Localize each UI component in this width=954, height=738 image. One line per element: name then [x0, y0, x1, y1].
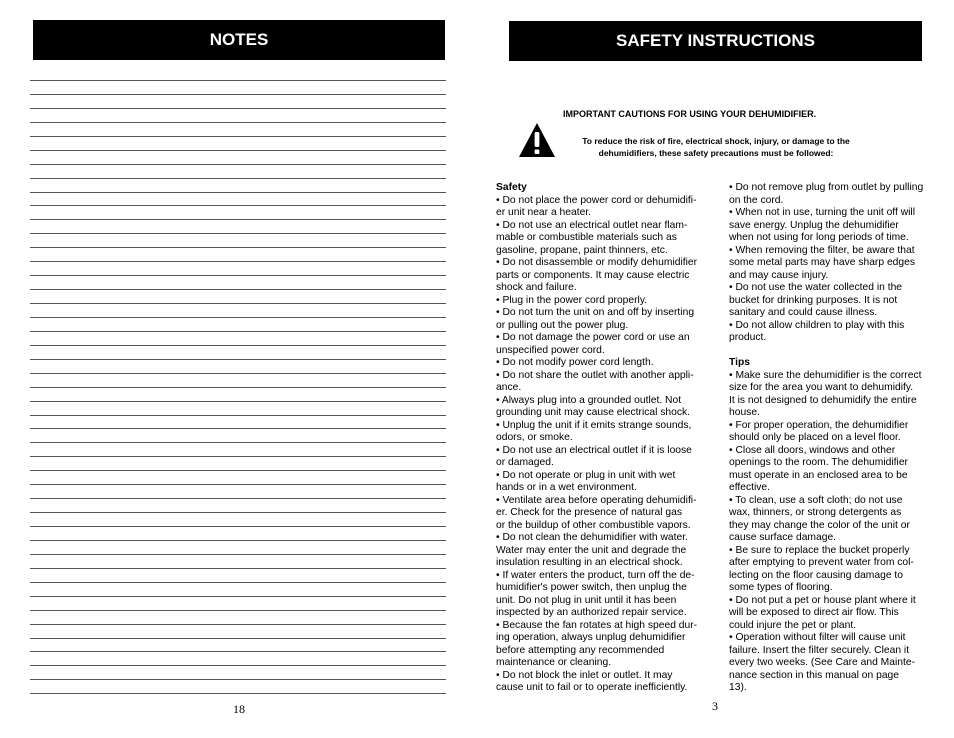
text-line: maintenance or cleaning. [496, 657, 612, 668]
note-line [30, 665, 446, 666]
text-line: shock and failure. [496, 282, 577, 293]
text-line: ing operation, always unplug dehumidifier [496, 632, 686, 643]
text-line: odors, or smoke. [496, 432, 573, 443]
text-line: effective. [729, 482, 771, 493]
text-line: they may change the color of the unit or [729, 519, 910, 531]
right-page-number: 3 [712, 699, 718, 713]
note-line [30, 192, 446, 193]
caution-text-line: dehumidifiers, these safety precautions must be followed: [598, 148, 834, 158]
text-line: when not using for long periods of time. [729, 232, 909, 243]
text-line: openings to the room. The dehumidifier [729, 457, 908, 468]
note-line [30, 261, 446, 262]
text-line: • Do not turn the unit on and off by inserting [496, 307, 695, 318]
text-line: • Ventilate area before operating dehumidifi- [496, 494, 697, 506]
note-line [30, 373, 446, 374]
text-line: • Do not allow children to play with this [729, 319, 905, 331]
text-line: It is not designed to dehumidify the entire [729, 394, 917, 406]
safety-title: SAFETY INSTRUCTIONS [616, 31, 815, 50]
text-line: and may cause injury. [729, 269, 829, 281]
caution-heading: IMPORTANT CAUTIONS FOR USING YOUR DEHUMIDIFIER. [563, 109, 817, 119]
tips-heading: Tips [729, 357, 750, 368]
text-line: 13). [729, 682, 747, 693]
text-line: Water may enter the unit and degrade the [496, 544, 687, 556]
note-line [30, 150, 446, 151]
text-line: sanitary and could cause illness. [729, 307, 878, 318]
note-line [30, 345, 446, 346]
safety-more-list [729, 182, 939, 345]
note-line [30, 275, 446, 276]
text-line: • Do not damage the power cord or use an [496, 332, 690, 343]
text-line: • Do not remove plug from outlet by pulling [729, 182, 924, 193]
text-line: • Be sure to replace the bucket properly [729, 544, 910, 556]
text-line: should only be placed on a level floor. [729, 432, 901, 443]
note-line [30, 80, 446, 81]
note-line [30, 289, 446, 290]
text-line: inspected by an authorized repair service. [496, 607, 687, 618]
note-line [30, 317, 446, 318]
text-line: • If water enters the product, turn off the de- [496, 569, 695, 581]
text-line: • Unplug the unit if it emits strange sounds, [496, 419, 692, 431]
note-line [30, 303, 446, 304]
note-line [30, 136, 446, 137]
text-line: gasoline, propane, paint thinners, etc. [496, 244, 668, 256]
tips-list [729, 370, 939, 695]
note-line [30, 359, 446, 360]
text-line: • Do not disassemble or modify dehumidifier [496, 257, 698, 268]
text-line: save energy. Unplug the dehumidifier [729, 219, 899, 231]
note-line [30, 219, 446, 220]
text-line: • Do not put a pet or house plant where it [729, 594, 916, 606]
text-line: • Because the fan rotates at high speed dur- [496, 619, 698, 631]
text-line: er. Check for the presence of natural gas [496, 507, 683, 518]
text-line: • When removing the filter, be aware that [729, 244, 915, 256]
text-line: will be exposed to direct air flow. This [729, 607, 899, 618]
note-line [30, 233, 446, 234]
warning-icon [517, 121, 557, 159]
right-page [477, 0, 954, 738]
text-line: failure. Insert the filter securely. Clean it [729, 644, 910, 656]
text-line: or the buildup of other combustible vapors. [496, 519, 691, 531]
note-line [30, 540, 446, 541]
text-line: lecting on the floor causing damage to [729, 569, 904, 581]
text-line: house. [729, 407, 760, 418]
note-line [30, 512, 446, 513]
note-line [30, 526, 446, 527]
note-line [30, 498, 446, 499]
safety-title-bar [509, 21, 922, 61]
note-line [30, 456, 446, 457]
note-line [30, 582, 446, 583]
text-line: • Do not share the outlet with another appli- [496, 369, 694, 381]
text-line: nance section in this manual on page [729, 669, 900, 681]
section-gap [729, 345, 939, 358]
text-line: or pulling out the power plug. [496, 319, 629, 331]
safety-heading: Safety [496, 182, 527, 193]
text-line: on the cord. [729, 194, 784, 206]
text-line: grounding unit may cause electrical shock. [496, 407, 691, 418]
note-line [30, 624, 446, 625]
text-line: wax, thinners, or strong detergents as [729, 507, 902, 518]
text-line: • Do not use an electrical outlet if it is loose [496, 444, 692, 456]
text-line: • For proper operation, the dehumidifier [729, 419, 909, 431]
text-line: bucket for drinking purposes. It is not [729, 294, 898, 306]
text-line: cause unit to fail or to operate inefficiently. [496, 682, 688, 693]
safety-column-left [496, 182, 711, 695]
note-line [30, 554, 446, 555]
text-line: parts or components. It may cause electric [496, 269, 690, 281]
text-line: could injure the pet or plant. [729, 619, 857, 631]
text-line: • Plug in the power cord properly. [496, 294, 648, 306]
caution-text [561, 135, 871, 159]
text-line: must operate in an enclosed area to be [729, 469, 908, 481]
text-line: unit. Do not plug in unit until it has been [496, 594, 677, 606]
text-line: • Do not block the inlet or outlet. It may [496, 669, 673, 681]
text-line: • Do not operate or plug in unit with wet [496, 469, 676, 481]
safety-column-right [729, 182, 939, 695]
text-line: product. [729, 332, 767, 343]
note-line [30, 428, 446, 429]
note-line [30, 679, 446, 680]
text-line: insulation resulting in an electrical shock. [496, 557, 683, 568]
note-line [30, 205, 446, 206]
note-line [30, 331, 446, 332]
note-line [30, 470, 446, 471]
text-line: • Do not use an electrical outlet near flam- [496, 219, 688, 231]
text-line: or damaged. [496, 457, 554, 468]
note-line [30, 651, 446, 652]
caution-text-line: To reduce the risk of fire, electrical shock, injury, or damage to the [582, 136, 850, 146]
text-line: er unit near a heater. [496, 207, 592, 218]
text-line: • When not in use, turning the unit off will [729, 207, 916, 218]
text-line: unspecified power cord. [496, 344, 605, 356]
note-line [30, 178, 446, 179]
text-line: some metal parts may have sharp edges [729, 257, 916, 268]
text-line: every two weeks. (See Care and Mainte- [729, 657, 915, 668]
text-line: ance. [496, 382, 522, 393]
note-line [30, 415, 446, 416]
text-line: cause surface damage. [729, 532, 837, 543]
note-line [30, 610, 446, 611]
note-line [30, 638, 446, 639]
notes-title-bar [33, 20, 445, 60]
text-line: • Do not use the water collected in the [729, 282, 903, 293]
note-line [30, 108, 446, 109]
note-line [30, 94, 446, 95]
text-line: after emptying to prevent water from col- [729, 557, 914, 568]
note-line [30, 387, 446, 388]
text-line: • Make sure the dehumidifier is the correct [729, 369, 922, 381]
text-line: mable or combustible materials such as [496, 232, 677, 243]
text-line: • Always plug into a grounded outlet. Not [496, 394, 682, 406]
note-line [30, 247, 446, 248]
text-line: before attempting any recommended [496, 644, 665, 656]
note-line [30, 442, 446, 443]
note-line [30, 568, 446, 569]
note-line [30, 693, 446, 694]
text-line: • Do not clean the dehumidifier with water. [496, 532, 688, 543]
text-line: • Do not place the power cord or dehumidifi- [496, 194, 697, 206]
note-line [30, 596, 446, 597]
text-line: • Close all doors, windows and other [729, 444, 896, 456]
text-line: humidifier's power switch, then unplug the [496, 582, 687, 593]
text-line: size for the area you want to dehumidify. [729, 382, 914, 393]
note-line [30, 164, 446, 165]
note-line [30, 122, 446, 123]
note-line [30, 401, 446, 402]
left-page-number: 18 [233, 702, 245, 716]
text-line: hands or in a wet environment. [496, 482, 637, 493]
text-line: • Do not modify power cord length. [496, 357, 654, 368]
note-line [30, 484, 446, 485]
text-line: some types of flooring. [729, 582, 833, 593]
notes-title: NOTES [209, 30, 269, 49]
note-lines [30, 80, 446, 707]
text-line: • Operation without filter will cause unit [729, 632, 906, 643]
text-line: • To clean, use a soft cloth; do not use [729, 494, 903, 506]
safety-list [496, 195, 711, 695]
